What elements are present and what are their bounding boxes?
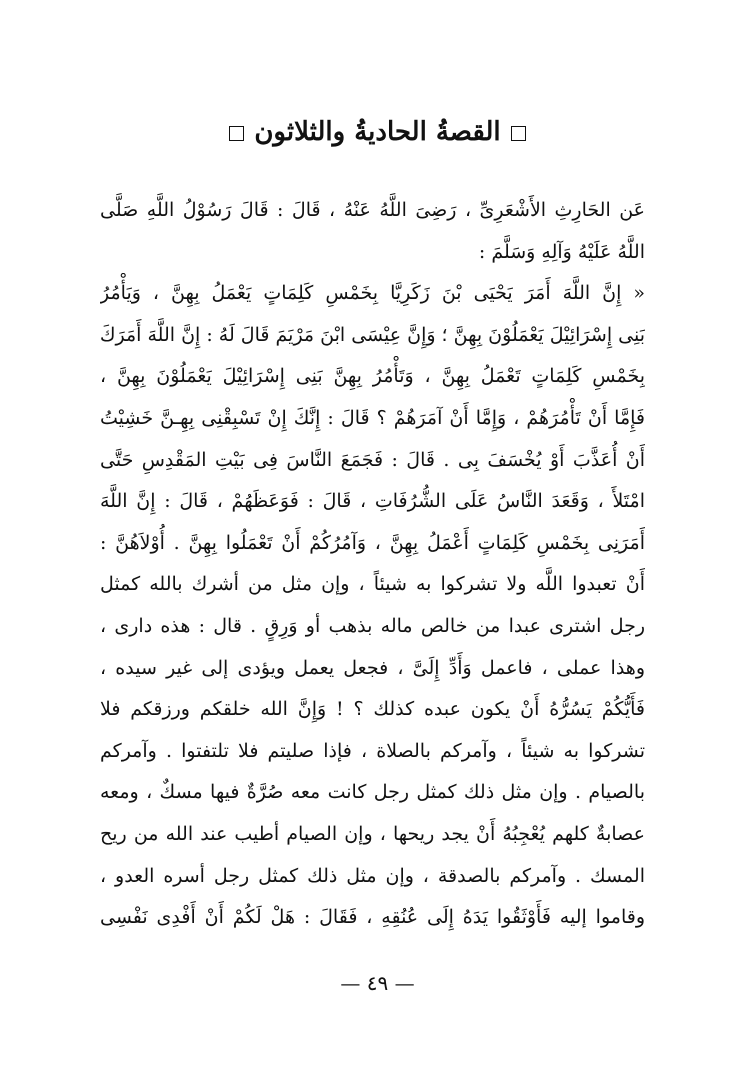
text-line: اللَّهُ عَلَيْهُ وَآلِهِ وَسَلَّمَ :: [478, 240, 645, 263]
text-line: بِخَمْسِ كَلِمَاتٍ تَعْمَلُ بِهِنَّ ، وَتَأْمُرُ بِهِنَّ بَنِى إِسْرَائِيْلَ يَعْمَلُوْنَ بِهِنَّ ،: [100, 365, 645, 388]
chapter-title-text: القصةُ الحاديةُ والثلاثون: [254, 117, 501, 147]
text-line: عصابةٌ كلهم يُعْجِبُهُ أَنْ يجد ريحها ، وإن الصيام أطيب عند الله من ريح: [100, 822, 645, 845]
text-line: فَإِمَّا أَنْ تَأْمُرَهُمْ ، وَإِمَّا أَنْ آمَرَهُمْ ؟ قَالَ : إِنَّكَ إِنْ تَسْبِقْنِى بِهِـنَّ خَشِيْتُ: [100, 406, 645, 429]
text-line: أَمَرَنِى بِخَمْسِ كَلِمَاتٍ أَعْمَلُ بِهِنَّ ، وَآمُرُكُمْ أَنْ تَعْمَلُوا بِهِنَّ . أُوْلاَهُنَّ :: [100, 531, 645, 554]
text-line: وهذا عملى ، فاعمل وَأَدِّ إِلَىَّ ، فجعل يعمل ويؤدى إلى غير سيده ،: [100, 656, 645, 679]
page-number: — ٤٩ —: [340, 971, 415, 995]
text-line: أَنْ أُعَذَّبَ أَوْ يُخْسَفَ بِى . قَالَ : فَجَمَعَ النَّاسَ فِى بَيْتِ المَقْدِسِ حَتَّى: [100, 448, 645, 471]
text-line: امْتَلأَ ، وَقَعَدَ النَّاسُ عَلَى الشُّرُفَاتِ ، قَالَ : فَوَعَظَهُمْ ، قَالَ : إِنَّ اللَّهَ: [100, 490, 645, 513]
square-ornament-icon: [511, 126, 526, 141]
text-line: تشركوا به شيئاً ، وآمركم بالصلاة ، فإذا صليتم فلا تلتفتوا . وآمركم: [100, 739, 645, 762]
text-line: عَن الحَارِثِ الأَشْعَرِىِّ ، رَضِىَ اللَّهُ عَنْهُ ، قَالَ : قَالَ رَسُوْلُ اللَّهِ صَلَّى: [100, 199, 645, 221]
text-line: بَنِى إِسْرَائِيْلَ يَعْمَلُوْنَ بِهِنَّ ؛ وَإِنَّ عِيْسَى ابْنَ مَرْيَمَ قَالَ لَهُ : إِنَّ اللَّهَ أَمَرَكَ: [100, 323, 645, 346]
text-line: فَأَيُّكُمْ يَسُرُّهُ أَنْ يكون عبده كذلك ؟ ! وَإِنَّ الله خلقكم ورزقكم فلا: [100, 698, 645, 721]
text-line: المسك . وآمركم بالصدقة ، وإن مثل ذلك كمثل رجل أسره العدو ،: [100, 864, 645, 887]
hadith-text: [100, 190, 645, 939]
text-line: « إِنَّ اللَّهَ أَمَرَ يَحْيَى بْنَ زَكَرِيَّا بِخَمْسِ كَلِمَاتٍ يَعْمَلُ بِهِنَّ ، وَيَأْمُرُ: [100, 282, 645, 305]
square-ornament-icon: [229, 126, 244, 141]
text-line: وقاموا إليه فَأَوْثَقُوا يَدَهُ إِلَى عُنُقِهِ ، فَقَالَ : هَلْ لَكُمْ أَنْ أَفْدِى نَفْسِى: [100, 906, 645, 929]
text-line: بالصيام . وإن مثل ذلك كمثل رجل كانت معه صُرَّةٌ فيها مسكٌ ، ومعه: [100, 781, 645, 804]
text-line: أَنْ تعبدوا اللَّه ولا تشركوا به شيئاً ، وإن مثل من أشرك بالله كمثل: [100, 573, 645, 596]
chapter-title: [0, 112, 755, 152]
text-line: رجل اشترى عبدا من خالص ماله بذهب أو وَرِقٍ . قال : هذه دارى ،: [100, 614, 645, 637]
